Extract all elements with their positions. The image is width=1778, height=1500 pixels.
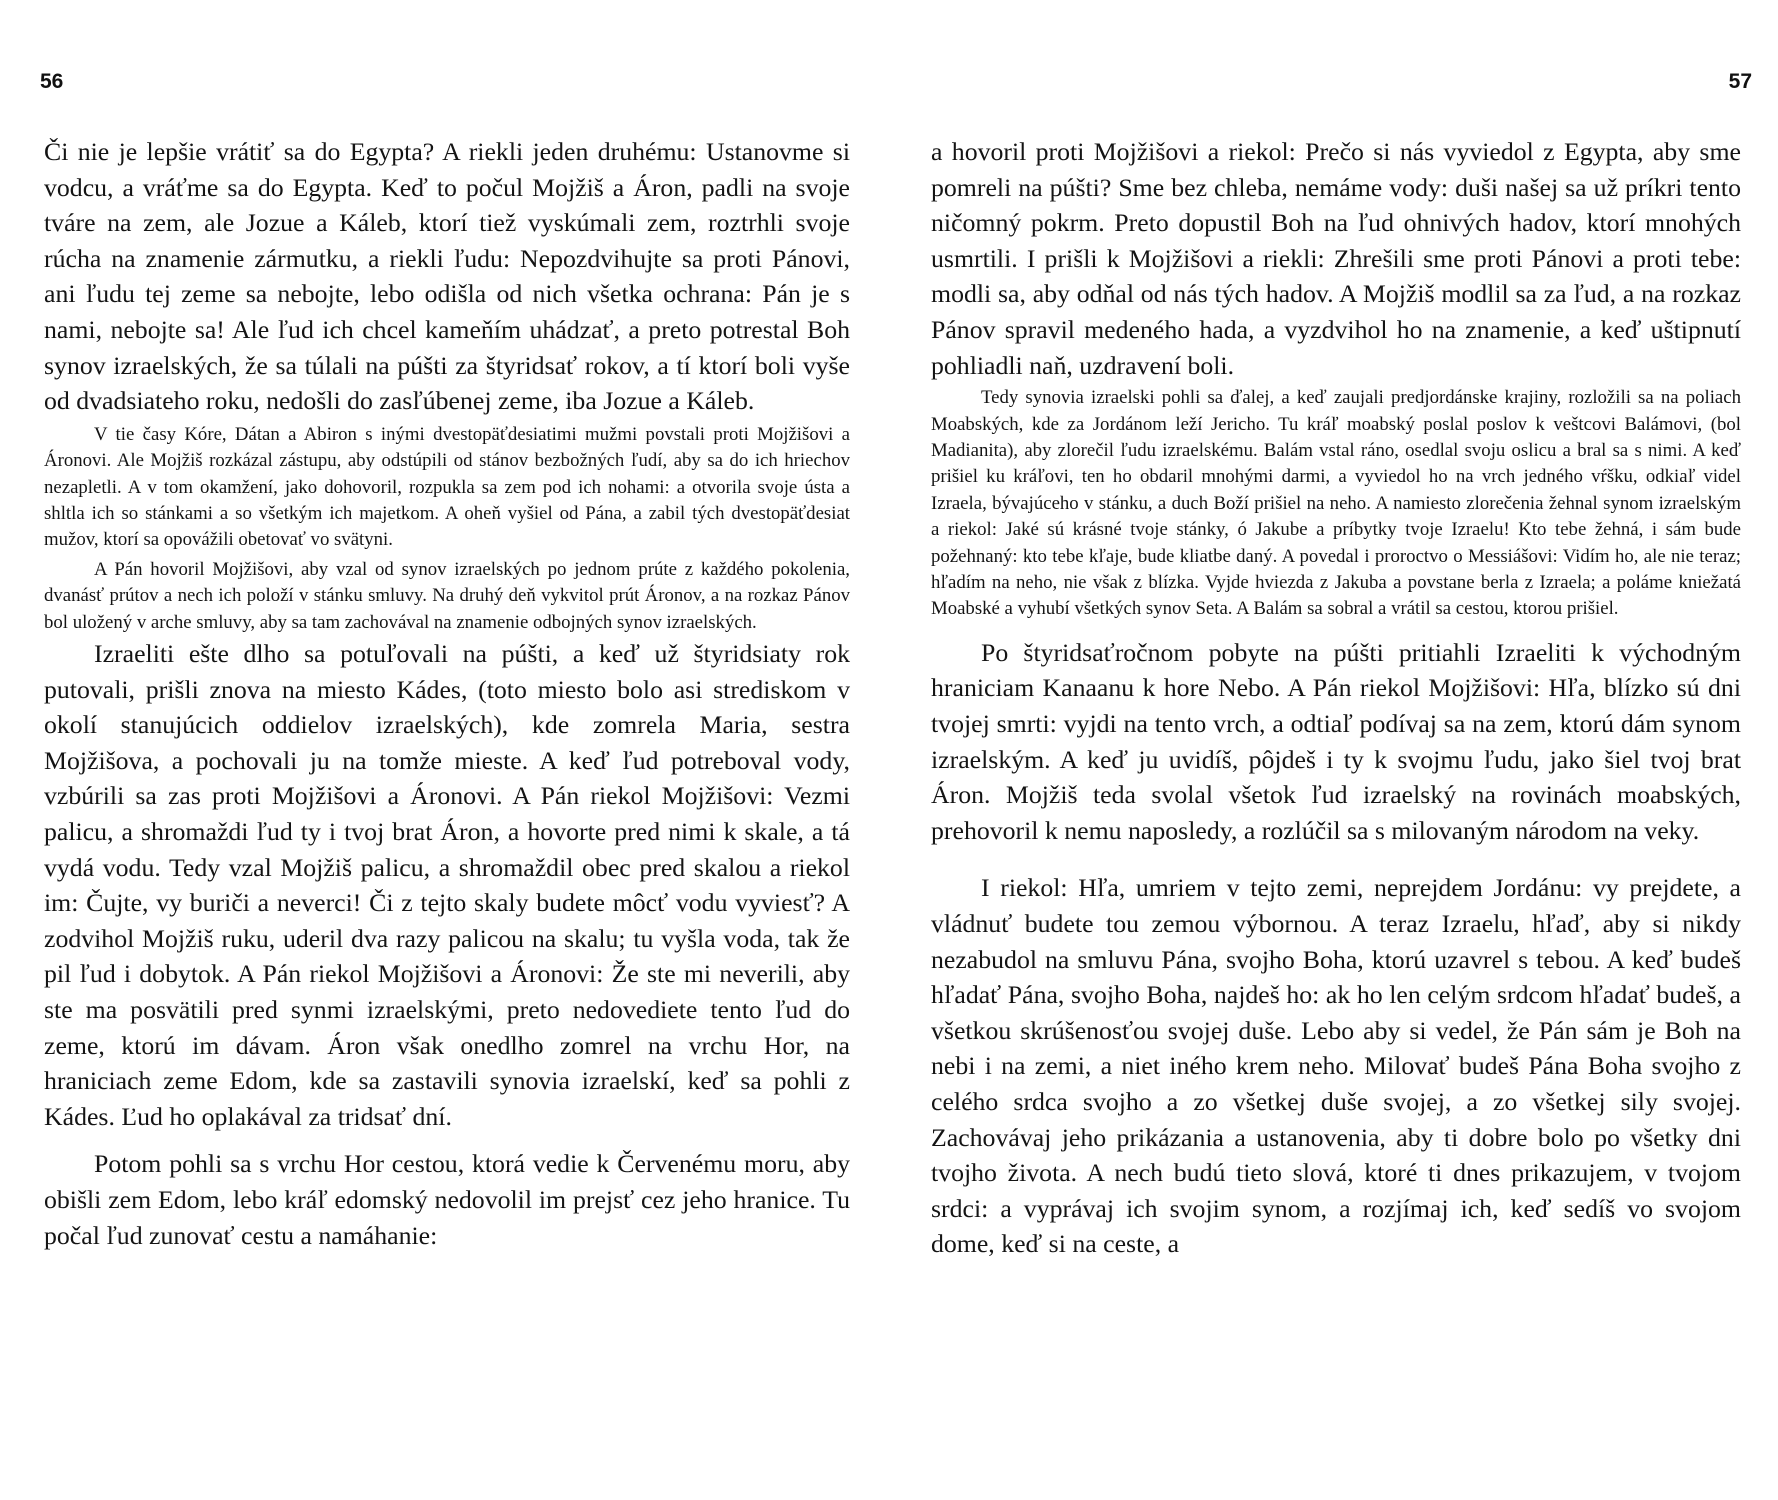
left-paragraph-3: A Pán hovoril Mojžišovi, aby vzal od synov izraelských po jednom prúte z každého pokolenia, dvanásť prútov a nech ich položí v stánku smluvy. Na druhý deň vykvitol prút Áronov, a na rozkaz Pánov bol uložený v arche smluvy, aby sa tam zachovával na znamenie odbojných synov izraelských. bbox=[44, 558, 850, 633]
left-paragraph-2: V tie časy Kóre, Dátan a Abiron s inými dvestopäťdesiatimi mužmi povstali proti Mojžišovi a Áronovi. Ale Mojžiš rozkázal zástupu, aby odstúpili od stánov bezbožných ľudí, aby sa do ich hriechov nezapletli. A v tom okamžení, jako dohovoril, rozpukla sa zem pod ich nohami: a otvorila svoje ústa a shltla ich so stánkami a so všetkým ich majetkom. A oheň vyšiel od Pána, a zabil tých dvestopäťdesiat mužov, ktorí sa opovážili obetovať vo svätyni. bbox=[44, 423, 850, 551]
left-text-column bbox=[44, 134, 850, 1253]
right-text-column bbox=[931, 134, 1741, 1262]
right-page bbox=[889, 0, 1778, 1500]
page-number-left: 56 bbox=[40, 70, 64, 93]
left-paragraph-5: Potom pohli sa s vrchu Hor cestou, ktorá vedie k Červenému moru, aby obišli zem Edom, lebo kráľ edomský nedovolil im prejsť cez jeho hranice. Tu počal ľud zunovať cestu a namáhanie: bbox=[44, 1149, 850, 1250]
left-paragraph-1: Či nie je lepšie vrátiť sa do Egypta? A riekli jeden druhému: Ustanovme si vodcu, a vráťme sa do Egypta. Keď to počul Mojžiš a Áron, padli na svoje tváre na zem, ale Jozue a Káleb, ktorí tiež vyskúmali zem, roztrhli svoje rúcha na znamenie zármutku, a riekli ľudu: Nepozdvihujte sa proti Pánovi, ani ľudu tej zeme sa nebojte, lebo odišla od nich všetka ochrana: Pán je s nami, nebojte sa! Ale ľud ich chcel kameňím uhádzať, a preto potrestal Boh synov izraelských, že sa túlali na púšti za štyridsať rokov, a tí ktorí boli vyše od dvadsiateho roku, nedošli do zasľúbenej zeme, iba Jozue a Káleb. bbox=[44, 137, 850, 416]
right-paragraph-2: Tedy synovia izraelski pohli sa ďalej, a keď zaujali predjordánske krajiny, rozložili sa na poliach Moabských, kde za Jordánom leží Jericho. Tu kráľ moabský poslal poslov k veštcovi Balámovi, (bol Madianita), aby zlorečil ľudu izraelskému. Balám vstal ráno, osedlal svoju oslicu a bral sa s nimi. A keď prišiel ku kráľovi, ten ho obdaril mnohými darmi, a vyviedol ho na vrch jedného vŕšku, odkiaľ videl Izraela, bývajúceho v stánku, a duch Boží prišiel na neho. A namiesto zlorečenia žehnal synom izraelským a riekol: Jaké sú krásné tvoje stánky, ó Jakube a príbytky tvoje Izraelu! Kto tebe žehná, i sám bude požehnaný: kto tebe kľaje, bude kliatbe daný. A povedal i proroctvo o Messiášovi: Vidím ho, ale nie teraz; hľadím na neho, nie však z blízka. Vyjde hviezda z Jakuba a povstane berla z Izraela; a poláme kniežatá Moabské a vyhubí všetkých synov Seta. A Balám sa sobral a vrátil sa cestou, ktorou prišiel. bbox=[931, 387, 1741, 620]
page-number-right: 57 bbox=[1728, 70, 1752, 93]
right-paragraph-3: Po štyridsaťročnom pobyte na púšti pritiahli Izraeliti k východným hraniciam Kanaanu k hore Nebo. A Pán riekol Mojžišovi: Hľa, blízko sú dni tvojej smrti: vyjdi na tento vrch, a odtiaľ podívaj sa na zem, ktorú dám synom izraelským. A keď ju uvidíš, pôjdeš i ty k svojmu ľudu, jako šiel tvoj brat Áron. Mojžiš teda svolal všetok ľud izraelský na rovinách moabských, prehovoril k nemu naposledy, a rozlúčil sa s milovaným národom na veky. bbox=[931, 637, 1741, 845]
left-paragraph-4: Izraeliti ešte dlho sa potuľovali na púšti, a keď už štyridsiaty rok putovali, prišli znova na miesto Kádes, (toto miesto bolo asi strediskom v okolí stanujúcich oddielov izraelských), kde zomrela Maria, sestra Mojžišova, a pochovali ju na tomže mieste. A keď ľud potreboval vody, vzbúrili sa zas proti Mojžišovi a Áronovi. A Pán riekol Mojžišovi: Vezmi palicu, a shromaždi ľud ty i tvoj brat Áron, a hovorte pred nimi k skale, a tá vydá vodu. Tedy vzal Mojžiš palicu, a shromaždil obec pred skalou a riekol im: Čujte, vy buriči a neverci! Či z tejto skaly budete môcť vodu vyviesť? A zodvihol Mojžiš ruku, uderil dva razy palicou na skalu; tu vyšla voda, tak že pil ľud i dobytok. A Pán riekol Mojžišovi a Áronovi: Že ste mi neverili, aby ste ma posvätili pred synmi izraelskými, preto nedovediete tento ľud do zeme, ktorú im dávam. Áron však onedlho zomrel na vrchu Hor, na hraniciach zeme Edom, kde sa zastavili synovia izraelskí, keď sa pohli z Kádes. Ľud ho oplakával za tridsať dní. bbox=[44, 639, 850, 1131]
right-paragraph-4: I riekol: Hľa, umriem v tejto zemi, neprejdem Jordánu: vy prejdete, a vládnuť budete tou zemou výbornou. A teraz Izraelu, hľaď, aby si nikdy nezabudol na smluvu Pána, svojho Boha, ktorú uzavrel s tebou. A keď budeš hľadať Pána, svojho Boha, najdeš ho: ak ho len celým srdcom hľadať budeš, a všetkou skrúšenosťou svojej duše. Lebo aby si vedel, že Pán sám je Boh na nebi i na zemi, a niet iného krem neho. Milovať budeš Pána Boha svojho z celého srdca svojho a zo všetkej duše svojej, a zo všetkej sily svojej. Zachovávaj jeho prikázania a ustanovenia, aby ti dobre bolo po všetky dni tvojho života. A nech budú tieto slová, ktoré ti dnes prikazujem, v tvojom srdci: a vyprávaj ich svojim synom, a rozjímaj ich, keď sedíš vo svojom dome, keď si na ceste, a bbox=[931, 873, 1741, 1259]
right-paragraph-1: a hovoril proti Mojžišovi a riekol: Prečo si nás vyviedol z Egypta, aby sme pomreli na púšti? Sme bez chleba, nemáme vody: duši našej sa už príkri tento ničomný pokrm. Preto dopustil Boh na ľud ohnivých hadov, ktorí mnohých usmrtili. I prišli k Mojžišovi a riekli: Zhrešili sme proti Pánovi a proti tebe: modli sa, aby odňal od nás tých hadov. A Mojžiš modlil sa za ľud, a na rozkaz Pánov spravil medeného hada, a vyzdvihol ho na znamenie, a keď uštipnutí pohliadli naň, uzdravení boli. bbox=[931, 137, 1741, 380]
